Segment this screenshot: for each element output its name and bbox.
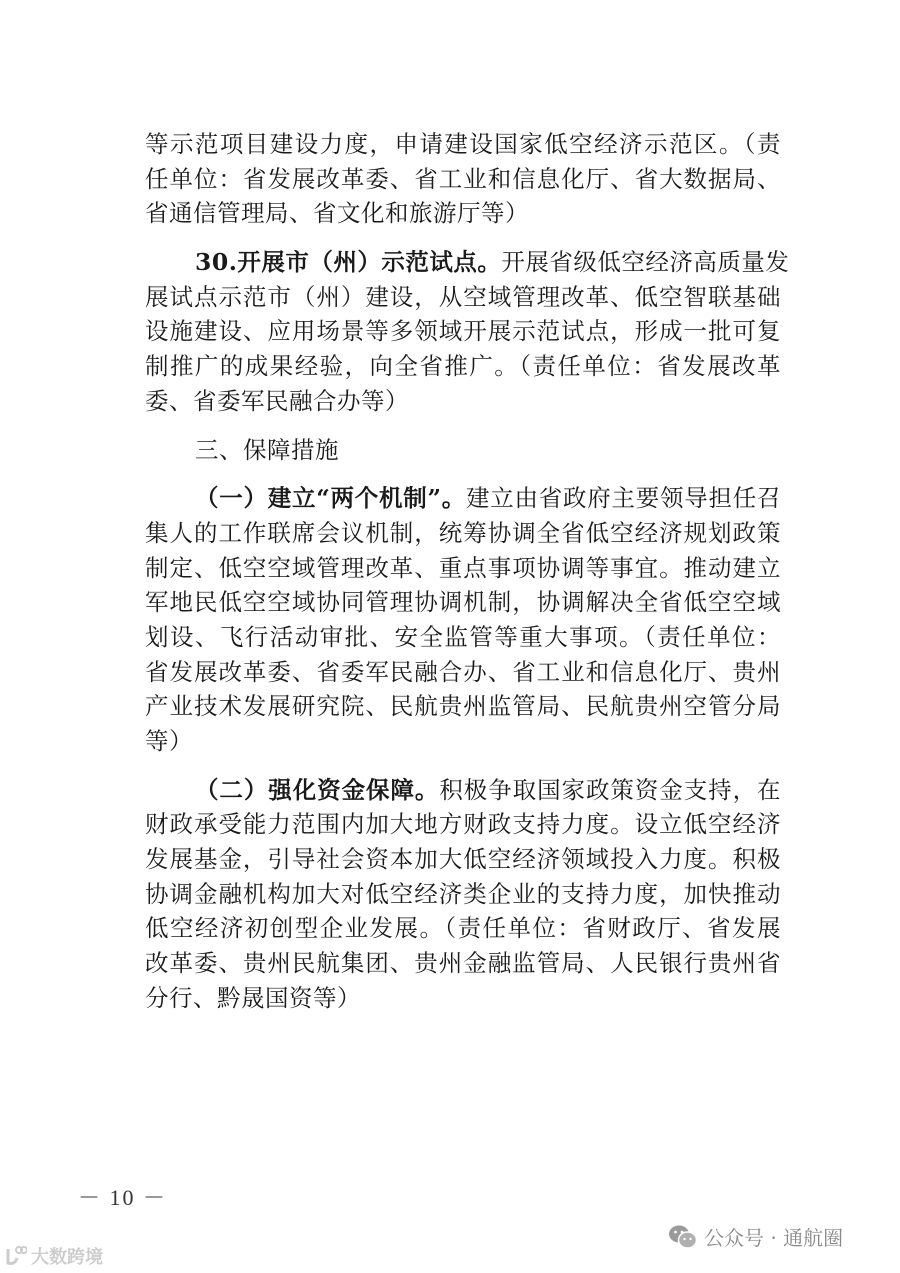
line-text: 分行、黔晟国资等） (145, 983, 361, 1012)
text-line (145, 481, 781, 516)
text-line (145, 655, 781, 690)
line-text: 制推广的成果经验，向全省推广。（责任单位：省发展改革 (145, 352, 781, 381)
line-text: 军地民低空空域协同管理协调机制，协调解决全省低空空域 (145, 588, 781, 617)
line-text: 财政承受能力范围内加大地方财政支持力度。设立低空经济 (145, 810, 781, 839)
text-line (145, 981, 781, 1016)
watermark-brand-text: 大数跨境 (31, 1247, 103, 1268)
line-text: 制定、低空空域管理改革、重点事项协调等事宜。推动建立 (145, 553, 781, 582)
text-line (145, 877, 781, 912)
text-line (145, 724, 781, 759)
text-line (145, 127, 781, 162)
text-line (145, 516, 781, 551)
page-number: － 10 － (78, 1185, 168, 1210)
text-line (145, 245, 790, 280)
line-text: 发展基金，引导社会资本加大低空经济领域投入力度。积极 (145, 845, 781, 874)
text-line (145, 280, 781, 315)
section-heading: （二）强化资金保障。 (195, 775, 440, 804)
text-line (145, 773, 781, 808)
line-text: 等） (145, 727, 193, 755)
paragraph (145, 481, 781, 759)
line-text: 设施建设、应用场景等多领域开展示范试点，形成一批可复 (145, 317, 781, 346)
text-line (145, 162, 781, 197)
paragraph (145, 245, 790, 418)
text-line (145, 433, 781, 468)
watermark-wechat (668, 1222, 843, 1251)
line-text: 协调金融机构加大对低空经济类企业的支持力度，加快推动 (145, 879, 781, 908)
text-line (145, 911, 781, 946)
text-line (145, 842, 781, 877)
watermark-text: 公众号 · 通航圈 (704, 1226, 844, 1250)
paragraph (145, 773, 781, 1016)
line-text: 省发展改革委、省委军民融合办、省工业和信息化厅、贵州 (145, 657, 781, 686)
text-line (145, 349, 781, 384)
text-line (145, 689, 781, 724)
text-line (145, 551, 781, 586)
line-text: 三、保障措施 (195, 435, 339, 464)
section-heading: 30.开展市（州）示范试点。 (195, 248, 502, 277)
line-text: 省通信管理局、省文化和旅游厅等） (145, 199, 529, 228)
text-line (145, 585, 781, 620)
line-text: 委、省委军民融合办等） (145, 386, 409, 415)
line-text: 积极争取国家政策资金支持，在 (439, 775, 782, 804)
line-text: 建立由省政府主要领导担任召 (466, 484, 781, 513)
line-text: 集人的工作联席会议机制，统筹协调全省低空经济规划政策 (145, 518, 781, 547)
line-text: 划设、飞行活动审批、安全监管等重大事项。（责任单位： (145, 622, 781, 651)
line-text: 低空经济初创型企业发展。（责任单位：省财政厅、省发展 (145, 914, 781, 943)
text-line (145, 620, 781, 655)
brand-logo-icon (5, 1246, 27, 1266)
section-heading: （一）建立“两个机制”。 (195, 484, 467, 513)
text-line (145, 196, 781, 231)
text-line (145, 807, 781, 842)
text-line (145, 384, 781, 419)
watermark-brand (5, 1243, 103, 1269)
line-text: 任单位：省发展改革委、省工业和信息化厅、省大数据局、 (145, 164, 781, 193)
line-text: 产业技术发展研究院、民航贵州监管局、民航贵州空管分局 (145, 692, 781, 721)
line-text: 开展省级低空经济高质量发 (501, 248, 790, 277)
paragraph (145, 433, 781, 468)
wechat-icon (668, 1224, 698, 1250)
text-line (145, 314, 781, 349)
text-line (145, 946, 781, 981)
paragraph (145, 127, 781, 231)
line-text: 等示范项目建设力度，申请建设国家低空经济示范区。（责 (145, 130, 781, 158)
document-body (145, 127, 790, 1030)
line-text: 改革委、贵州民航集团、贵州金融监管局、人民银行贵州省 (145, 949, 781, 978)
line-text: 展试点示范市（州）建设，从空域管理改革、低空智联基础 (145, 282, 781, 311)
